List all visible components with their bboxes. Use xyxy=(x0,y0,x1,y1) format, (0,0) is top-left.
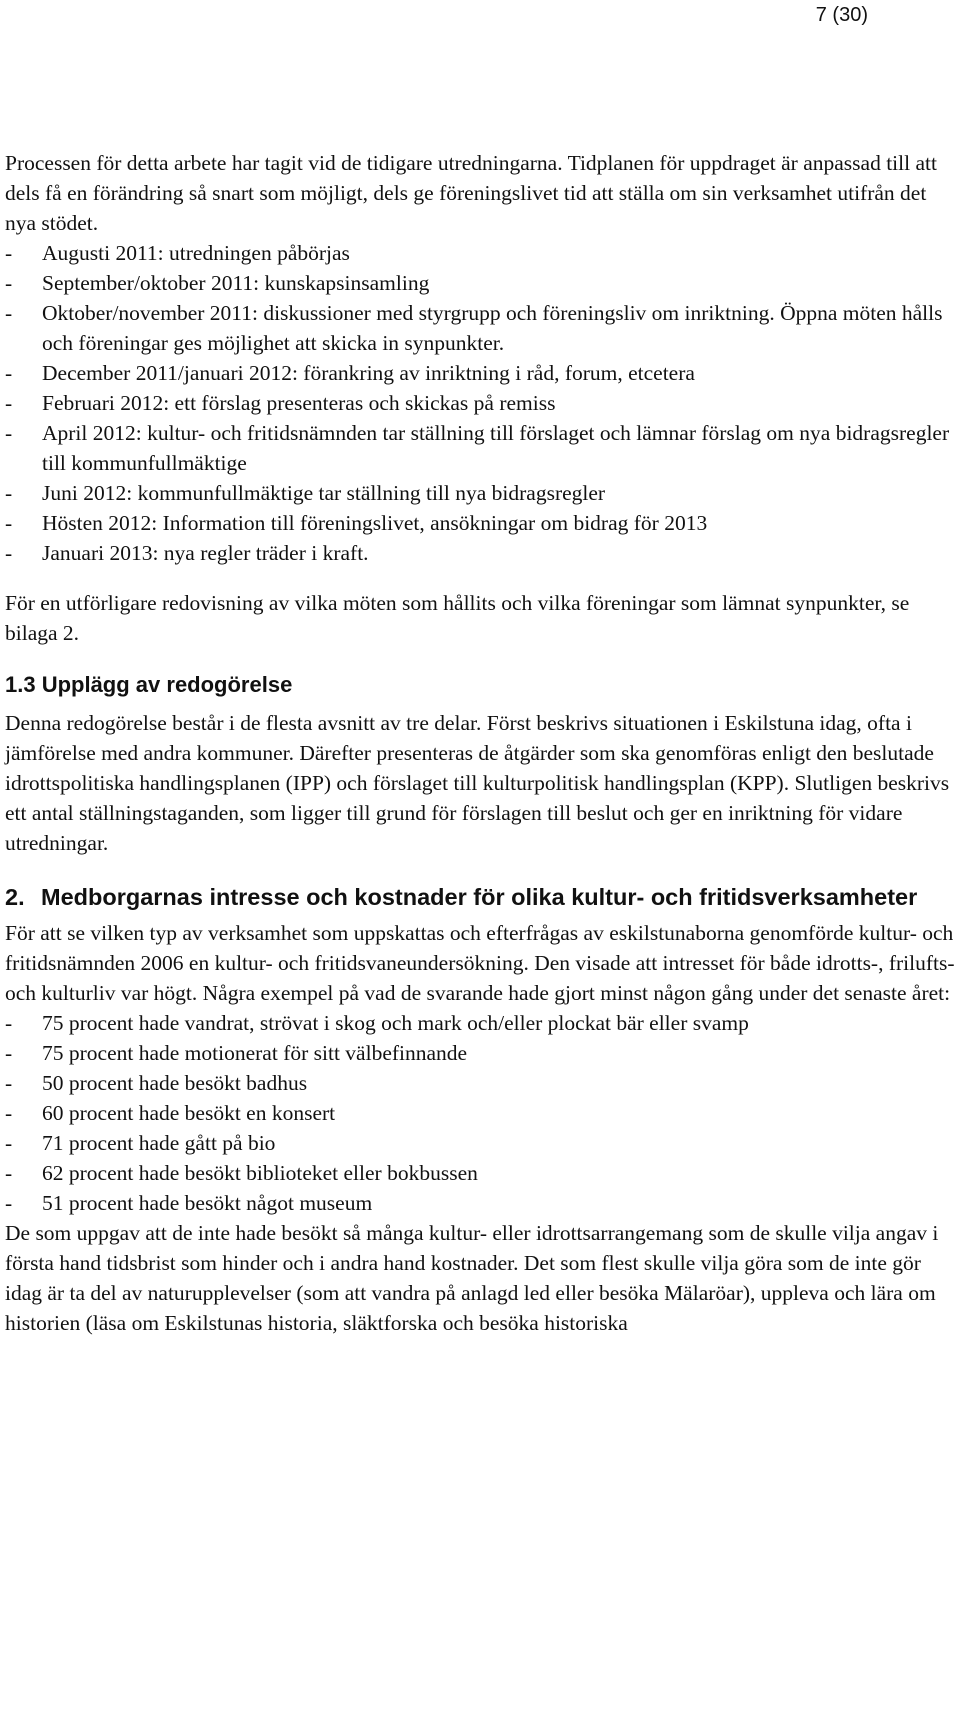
section-2-paragraph: För att se vilken typ av verksamhet som uppskattas och efterfrågas av eskilstunaborna genomförde kultur- och fritidsnämnden 2006 en kultur- och fritidsvaneundersökning. Den visade att intresset för både idrotts-, frilufts- och kulturliv var högt. Några exempel på vad de svarande hade gjort minst någon gång under det senaste året: xyxy=(5,921,955,1005)
list-dash: - xyxy=(5,541,13,565)
timeline-list xyxy=(5,238,955,568)
survey-list xyxy=(5,1008,955,1218)
list-item xyxy=(5,508,955,538)
list-item xyxy=(5,268,955,298)
document-body xyxy=(5,148,955,1338)
list-item-text: 71 procent hade gått på bio xyxy=(42,1131,276,1155)
list-dash: - xyxy=(5,1161,13,1185)
list-item-text: December 2011/januari 2012: förankring av inriktning i råd, forum, etcetera xyxy=(42,361,695,385)
list-item-text: 51 procent hade besökt något museum xyxy=(42,1191,373,1215)
list-dash: - xyxy=(5,511,13,535)
list-dash: - xyxy=(5,301,13,325)
section-title: Medborgarnas intresse och kostnader för olika kultur- och fritidsverksamheter xyxy=(41,884,918,910)
list-dash: - xyxy=(5,1131,13,1155)
list-item xyxy=(5,1068,955,1098)
list-item xyxy=(5,478,955,508)
list-item-text: 60 procent hade besökt en konsert xyxy=(42,1101,336,1125)
section-2-closing-paragraph: De som uppgav att de inte hade besökt så många kultur- eller idrottsarrangemang som de skulle vilja angav i första hand tidsbrist som hinder och i andra hand kostnader. Det som flest skulle vilja göra som de inte gör idag är ta del av naturupplevelser (som att vandra på anlagd led eller besöka Mälaröar), uppleva och lära om historien (läsa om Eskilstunas historia, släktforska och besöka historiska xyxy=(5,1221,939,1335)
list-item-text: Augusti 2011: utredningen påbörjas xyxy=(42,241,350,265)
list-item-text: Hösten 2012: Information till föreningslivet, ansökningar om bidrag för 2013 xyxy=(42,511,708,535)
list-dash: - xyxy=(5,391,13,415)
list-item-text: Februari 2012: ett förslag presenteras och skickas på remiss xyxy=(42,391,556,415)
list-dash: - xyxy=(5,361,13,385)
list-item xyxy=(5,538,955,568)
list-dash: - xyxy=(5,1011,13,1035)
list-item xyxy=(5,388,955,418)
section-heading-1-3: 1.3 Upplägg av redogörelse xyxy=(5,672,293,697)
list-dash: - xyxy=(5,421,13,445)
intro-paragraph: Processen för detta arbete har tagit vid de tidigare utredningarna. Tidplanen för uppdraget är anpassad till att dels få en förändring så snart som möjligt, dels ge föreningslivet tid att ställa om sin verksamhet utifrån det nya stödet. xyxy=(5,151,937,235)
list-item xyxy=(5,1158,955,1188)
list-item-text: 50 procent hade besökt badhus xyxy=(42,1071,308,1095)
details-paragraph: För en utförligare redovisning av vilka möten som hållits och vilka föreningar som lämnat synpunkter, se bilaga 2. xyxy=(5,591,910,645)
list-item-text: Juni 2012: kommunfullmäktige tar ställning till nya bidragsregler xyxy=(42,481,606,505)
section-number: 2. xyxy=(5,884,25,910)
list-dash: - xyxy=(5,1101,13,1125)
section-1-3-paragraph: Denna redogörelse består i de flesta avsnitt av tre delar. Först beskrivs situationen i Eskilstuna idag, ofta i jämförelse med andra kommuner. Därefter presenteras de åtgärder som ska genomföras enligt den beslutade idrottspolitiska handlingsplanen (IPP) och förslaget till kulturpolitisk handlingsplan (KPP). Slutligen beskrivs ett antal ställningstaganden, som ligger till grund för förslagen till beslut och ger en inriktning för vidare utredningar. xyxy=(5,711,950,855)
list-item xyxy=(5,418,955,478)
list-item xyxy=(5,1038,955,1068)
list-dash: - xyxy=(5,271,13,295)
list-item-text: 62 procent hade besökt biblioteket eller bokbussen xyxy=(42,1161,478,1185)
list-dash: - xyxy=(5,1191,13,1215)
list-item-text: Oktober/november 2011: diskussioner med styrgrupp och föreningsliv om inriktning. Öppna möten hålls och föreningar ges möjlighet att skicka in synpunkter. xyxy=(42,301,943,355)
spacer xyxy=(5,568,955,588)
list-item-text: 75 procent hade vandrat, strövat i skog och mark och/eller plockat bär eller svamp xyxy=(42,1011,749,1035)
list-item-text: Januari 2013: nya regler träder i kraft. xyxy=(42,541,369,565)
list-dash: - xyxy=(5,1071,13,1095)
list-item-text: September/oktober 2011: kunskapsinsamling xyxy=(42,271,430,295)
list-item xyxy=(5,298,955,358)
list-dash: - xyxy=(5,1041,13,1065)
list-dash: - xyxy=(5,241,13,265)
list-item xyxy=(5,358,955,388)
list-item xyxy=(5,1188,955,1218)
section-heading-2 xyxy=(5,882,955,912)
list-item-text: April 2012: kultur- och fritidsnämnden tar ställning till förslaget och lämnar förslag om nya bidragsregler till kommunfullmäktige xyxy=(42,421,950,475)
list-dash: - xyxy=(5,481,13,505)
page-number: 7 (30) xyxy=(815,4,868,26)
list-item xyxy=(5,1008,955,1038)
list-item xyxy=(5,1098,955,1128)
list-item xyxy=(5,1128,955,1158)
list-item xyxy=(5,238,955,268)
list-item-text: 75 procent hade motionerat för sitt välbefinnande xyxy=(42,1041,468,1065)
